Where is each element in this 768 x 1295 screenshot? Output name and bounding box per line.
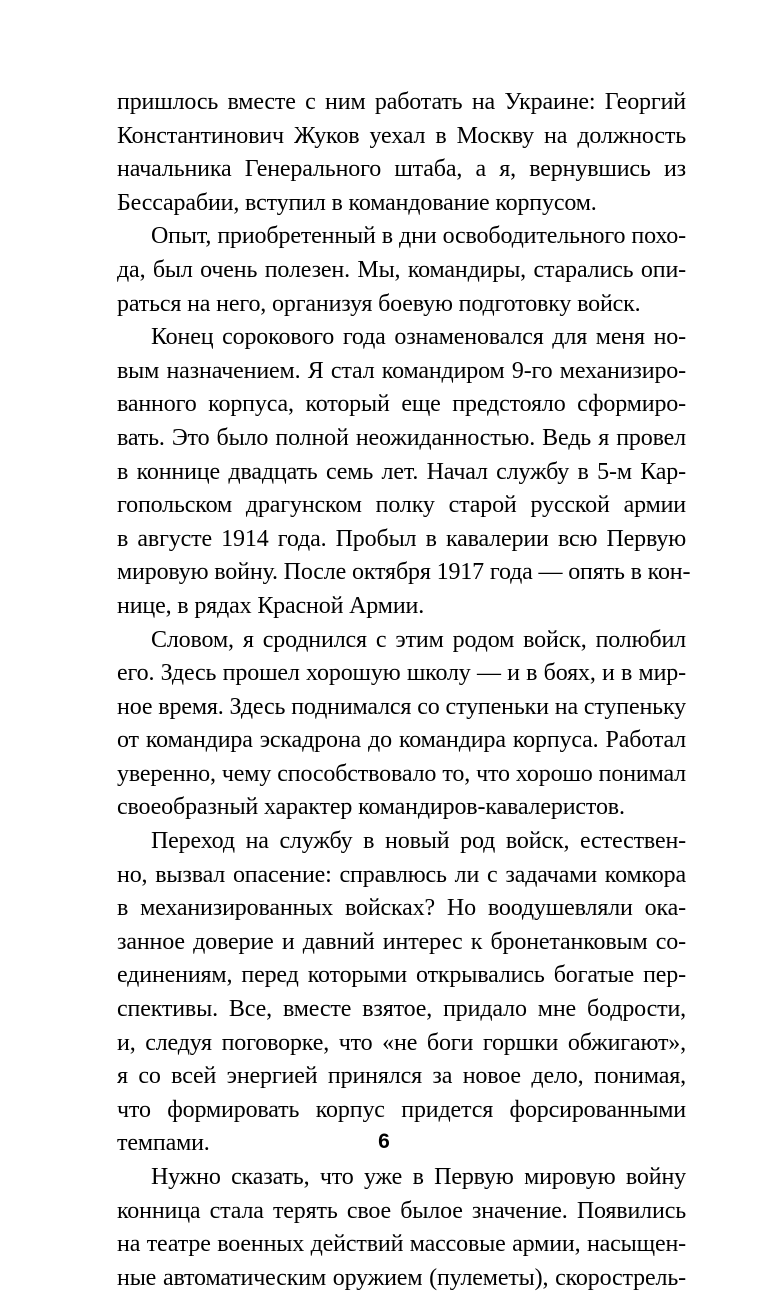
text-line: от командира эскадрона до командира корпуса. Работал [117, 727, 686, 754]
text-line: ные автоматическим оружием (пулеметы), скорострель- [117, 1264, 686, 1291]
text-line: уверенно, чему способствовало то, что хорошо понимал [117, 760, 686, 787]
text-line: но, вызвал опасение: справлюсь ли с задачами комкора [117, 861, 686, 888]
text-line: ное время. Здесь поднимался со ступеньки на ступеньку [117, 693, 686, 720]
text-line: занное доверие и давний интерес к бронетанковым со- [117, 928, 686, 955]
text-line: я со всей энергией принялся за новое дело, понимая, [117, 1063, 686, 1090]
text-line: вым назначением. Я стал командиром 9-го механизиро- [117, 357, 686, 384]
page-text [117, 86, 691, 1295]
text-line: Константинович Жуков уехал в Москву на должность [117, 122, 686, 149]
text-line: нице, в рядах Красной Армии. [117, 592, 425, 619]
paragraph [117, 1161, 686, 1295]
text-line: на театре военных действий массовые армии, насыщен- [117, 1231, 686, 1258]
text-line: ванного корпуса, который еще предстояло сформиро- [117, 391, 686, 418]
text-line: гопольском драгунском полку старой русской армии [117, 492, 686, 519]
text-line: в механизированных войсках? Но воодушевляли ока- [117, 895, 686, 922]
text-line: конница стала терять свое былое значение. Появились [117, 1197, 686, 1224]
text-line: Бессарабии, вступил в командование корпусом. [117, 189, 597, 216]
paragraph [117, 86, 686, 220]
text-line: в коннице двадцать семь лет. Начал службу в 5-м Кар- [117, 458, 686, 485]
text-line: пришлось вместе с ним работать на Украине: Георгий [117, 89, 686, 115]
paragraph [117, 321, 691, 623]
paragraph [117, 624, 686, 826]
paragraph [117, 825, 686, 1161]
text-line: Переход на службу в новый род войск, естествен- [151, 828, 686, 855]
text-line: спективы. Все, вместе взятое, придало мне бодрости, [117, 996, 686, 1023]
text-line: единениям, перед которыми открывались богатые пер- [117, 962, 686, 989]
text-line: своеобразный характер командиров-кавалеристов. [117, 794, 625, 821]
text-line: Нужно сказать, что уже в Первую мировую войну [151, 1164, 686, 1190]
text-line: что формировать корпус придется форсированными [117, 1096, 686, 1123]
text-line: и, следуя поговорке, что «не боги горшки обжигают», [117, 1029, 686, 1056]
text-line: мировую войну. После октября 1917 года — опять в кон- [117, 559, 691, 586]
text-line: начальника Генерального штаба, а я, вернувшись из [117, 156, 686, 183]
text-line: его. Здесь прошел хорошую школу — и в боях, и в мир- [117, 660, 686, 687]
paragraph [117, 220, 686, 321]
text-line: да, был очень полезен. Мы, командиры, старались опи- [117, 256, 686, 283]
text-line: темпами. [117, 1130, 210, 1157]
text-line: Опыт, приобретенный в дни освободительного похо- [151, 223, 686, 250]
text-line: в августе 1914 года. Пробыл в кавалерии всю Первую [117, 525, 686, 552]
text-line: раться на него, организуя боевую подготовку войск. [117, 290, 641, 317]
text-line: Словом, я сроднился с этим родом войск, полюбил [151, 626, 686, 653]
text-line: Конец сорокового года ознаменовался для меня но- [151, 324, 686, 351]
page-number: 6 [378, 1130, 390, 1153]
text-line: вать. Это было полной неожиданностью. Ведь я провел [117, 424, 686, 451]
